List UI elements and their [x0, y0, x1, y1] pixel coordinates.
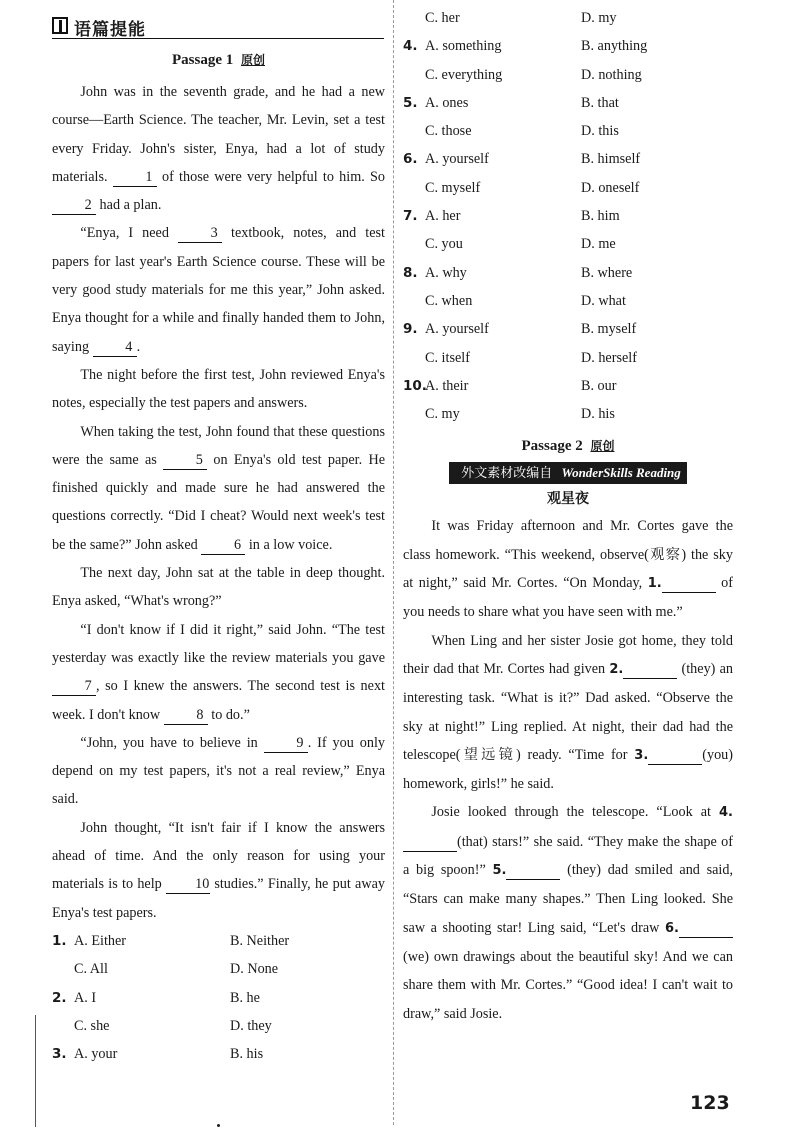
option-choice[interactable]: B. him — [581, 208, 620, 225]
text-run: to do.” — [207, 706, 250, 723]
text-run: textbook, notes, and test papers for last year's Earth Science course. These will be very good study materials for me this year,” John asked. Enya thought for a while and finally handed them to John, saying — [52, 225, 385, 355]
option-choice[interactable]: A. their — [425, 377, 469, 394]
option-row — [403, 4, 733, 32]
paragraph — [403, 512, 733, 626]
option-choice[interactable]: A. yourself — [425, 151, 489, 168]
text-run: When Ling and her sister Josie got home, they told their dad that Mr. Cortes had given — [403, 632, 733, 677]
option-choice[interactable]: C. when — [425, 292, 473, 309]
text-run: “I don't know if I did it right,” said John. “The test yesterday was exactly like the review materials you gave — [52, 621, 385, 666]
option-row — [403, 117, 733, 145]
question-number: 6. — [403, 151, 418, 168]
text-run: (you) homework, girls!” he said. — [403, 746, 733, 793]
options-right — [403, 4, 733, 428]
options-left — [52, 927, 385, 1068]
option-choice[interactable]: D. this — [581, 123, 619, 140]
option-choice[interactable]: B. his — [230, 1046, 264, 1063]
option-row — [403, 372, 733, 400]
passage2-tag: 原创 — [590, 439, 615, 454]
text-run: (we) own drawings about the beautiful sky! And we can share them with Mr. Cortes.” “Good idea! I can't wait to draw,” said Josie. — [403, 948, 733, 1022]
source-prefix: 外文素材改编自 — [455, 463, 558, 483]
text-run: Josie looked through the telescope. “Look at — [431, 804, 720, 821]
option-choice[interactable]: B. where — [581, 264, 633, 281]
column-divider — [393, 0, 394, 1125]
left-column — [52, 46, 385, 1068]
passage2-body — [403, 512, 733, 1027]
question-number: 4. — [403, 38, 418, 55]
cloze-blank[interactable]: 7 — [52, 677, 96, 696]
cloze-blank[interactable]: 6 — [201, 536, 245, 555]
right-column — [403, 4, 733, 1028]
option-row — [52, 984, 385, 1012]
text-run: , so I knew the answers. The second test is next week. I don't know — [52, 678, 385, 723]
text-run: . If you only depend on my test papers, it's not a real review,” Enya said. — [52, 734, 385, 808]
option-row — [403, 287, 733, 315]
source-name: WonderSkills Reading — [561, 465, 681, 481]
paragraph — [403, 627, 733, 799]
option-choice[interactable]: A. Either — [74, 932, 127, 949]
paragraph — [52, 559, 385, 616]
blank-number: 4. — [719, 805, 733, 821]
passage2-title-text: Passage 2 — [521, 438, 583, 455]
question-number: 8. — [403, 264, 418, 281]
text-run: on Enya's old test paper. He finished quickly and made sure he had answered the questions correctly. “Did I cheat? Would next week's test be the same?” John asked — [52, 451, 385, 553]
option-choice[interactable]: A. yourself — [425, 321, 489, 338]
cloze-blank[interactable]: 1 — [113, 168, 157, 187]
text-run: John was in the seventh grade, and he had a new course—Earth Science. The teacher, Mr. Levin, set a test every Friday. John's sister, Enya, had a lot of study materials. — [52, 84, 385, 185]
text-run: It was Friday afternoon and Mr. Cortes gave the class homework. “This weekend, observe(观察) the sky at night,” said Mr. Cortes. “On Monday, — [403, 518, 733, 592]
stray-dot — [217, 1124, 220, 1127]
text-run: (they) dad smiled and said, “Stars can make many shapes.” Then Ling looked. She saw a shooting star! Ling said, “Let's draw — [403, 862, 733, 936]
option-row — [403, 344, 733, 372]
paragraph — [52, 616, 385, 729]
question-number: 1. — [52, 932, 67, 949]
text-run: of you needs to share what you have seen with me.” — [403, 575, 734, 621]
option-choice[interactable]: C. her — [425, 10, 460, 26]
option-row — [403, 89, 733, 117]
option-choice[interactable]: C. my — [425, 406, 460, 423]
cloze-blank[interactable]: 10 — [166, 875, 210, 894]
passage1-tag: 原创 — [240, 53, 265, 67]
option-choice[interactable]: A. I — [74, 989, 97, 1006]
header-rule — [52, 38, 384, 39]
option-choice[interactable]: D. herself — [581, 349, 637, 366]
option-choice[interactable]: C. itself — [425, 349, 470, 366]
option-choice[interactable]: D. my — [581, 10, 617, 26]
option-row — [403, 174, 733, 202]
cloze-blank[interactable]: 5 — [163, 451, 207, 470]
section-header — [52, 14, 384, 38]
margin-line — [35, 1015, 36, 1127]
text-run: in a low voice. — [245, 536, 333, 553]
option-row — [403, 61, 733, 89]
book-icon — [52, 17, 68, 34]
option-choice[interactable]: D. None — [230, 961, 279, 978]
option-choice[interactable]: A. her — [425, 208, 461, 225]
question-number: 5. — [403, 94, 418, 111]
option-row — [52, 927, 385, 955]
text-run: of those were very helpful to him. So — [156, 168, 385, 185]
question-number: 10. — [403, 377, 427, 394]
blank-number: 6. — [665, 920, 679, 936]
section-title: 语篇提能 — [74, 20, 146, 40]
passage1-body — [52, 78, 385, 927]
blank-number: 1. — [647, 576, 662, 592]
question-number: 9. — [403, 321, 418, 338]
option-choice[interactable]: A. why — [425, 264, 467, 281]
page-number: 123 — [690, 1092, 730, 1114]
fill-blank[interactable] — [506, 861, 560, 880]
option-choice[interactable]: B. our — [581, 377, 617, 394]
text-run: “John, you have to believe in — [80, 734, 264, 751]
text-run: (that) stars!” she said. “They make the shape of a big spoon!” — [403, 833, 733, 879]
option-choice[interactable]: C. myself — [425, 179, 481, 196]
text-run: . — [136, 338, 141, 355]
paragraph — [52, 219, 385, 360]
option-row — [403, 230, 733, 258]
paragraph — [52, 729, 385, 814]
option-choice[interactable]: D. his — [581, 406, 615, 423]
paragraph — [403, 798, 733, 1027]
option-choice[interactable]: C. those — [425, 123, 472, 140]
option-choice[interactable]: C. everything — [425, 66, 503, 83]
option-choice[interactable]: B. Neither — [230, 932, 290, 949]
text-run: John thought, “It isn't fair if I know the answers ahead of time. And the only reason for using your materials is to help — [52, 819, 385, 893]
blank-number: 2. — [609, 661, 624, 677]
option-choice[interactable]: D. what — [581, 292, 626, 309]
option-choice[interactable]: B. myself — [581, 321, 637, 338]
option-row — [403, 32, 733, 60]
fill-blank[interactable] — [648, 746, 702, 765]
option-choice[interactable]: D. they — [230, 1017, 272, 1034]
text-run: had a plan. — [96, 197, 162, 214]
passage1-title-text: Passage 1 — [171, 52, 234, 68]
cloze-blank[interactable]: 8 — [164, 706, 208, 725]
option-row — [403, 259, 733, 287]
cloze-blank[interactable]: 2 — [52, 196, 96, 215]
question-number: 2. — [52, 989, 67, 1006]
option-row — [403, 315, 733, 343]
option-choice[interactable]: B. himself — [581, 151, 641, 168]
text-run: The night before the first test, John reviewed Enya's notes, especially the test papers and answers. — [52, 366, 385, 412]
option-choice[interactable]: D. me — [581, 236, 616, 253]
cloze-blank[interactable]: 3 — [178, 224, 222, 243]
option-row — [403, 400, 733, 428]
cloze-blank[interactable]: 9 — [264, 734, 308, 753]
paragraph — [52, 361, 385, 418]
option-row — [52, 955, 385, 983]
passage2-title — [403, 432, 733, 460]
blank-number: 3. — [634, 747, 649, 763]
option-choice[interactable]: B. he — [230, 989, 260, 1006]
fill-blank[interactable] — [623, 660, 677, 679]
text-run: “Enya, I need — [80, 225, 178, 242]
source-banner — [403, 462, 733, 486]
fill-blank[interactable] — [679, 919, 733, 938]
fill-blank[interactable] — [662, 574, 716, 593]
option-choice[interactable]: D. oneself — [581, 179, 640, 196]
cloze-blank[interactable]: 4 — [93, 338, 137, 357]
option-choice[interactable]: A. something — [425, 38, 502, 55]
text-run: (they) an interesting task. “What is it?” Dad asked. “Observe the sky at night!” Ling replied. At night, their dad had the telescope(望远镜) ready. “Time for — [403, 660, 733, 763]
question-number: 7. — [403, 208, 418, 225]
option-choice[interactable]: A. your — [74, 1046, 118, 1063]
option-choice[interactable]: B. that — [581, 94, 619, 111]
text-run: When taking the test, John found that these questions were the same as — [52, 423, 385, 468]
option-choice[interactable]: C. you — [425, 236, 463, 253]
option-row — [52, 1040, 385, 1068]
option-choice[interactable]: A. ones — [425, 94, 469, 111]
option-choice[interactable]: D. nothing — [581, 66, 642, 83]
option-row — [52, 1012, 385, 1040]
text-run: The next day, John sat at the table in deep thought. Enya asked, “What's wrong?” — [52, 565, 385, 610]
option-choice[interactable]: C. she — [74, 1017, 110, 1034]
paragraph — [52, 78, 385, 219]
option-choice[interactable]: B. anything — [581, 38, 648, 55]
text-run: studies.” Finally, he put away Enya's test papers. — [52, 876, 385, 921]
option-row — [403, 145, 733, 173]
option-choice[interactable]: C. All — [74, 961, 108, 978]
fill-blank[interactable] — [403, 833, 457, 852]
question-number: 3. — [52, 1046, 67, 1063]
blank-number: 5. — [492, 863, 507, 879]
option-row — [403, 202, 733, 230]
paragraph — [52, 418, 385, 559]
passage2-chinese-title: 观星夜 — [547, 491, 589, 508]
passage1-title — [52, 46, 385, 74]
paragraph — [52, 814, 385, 927]
